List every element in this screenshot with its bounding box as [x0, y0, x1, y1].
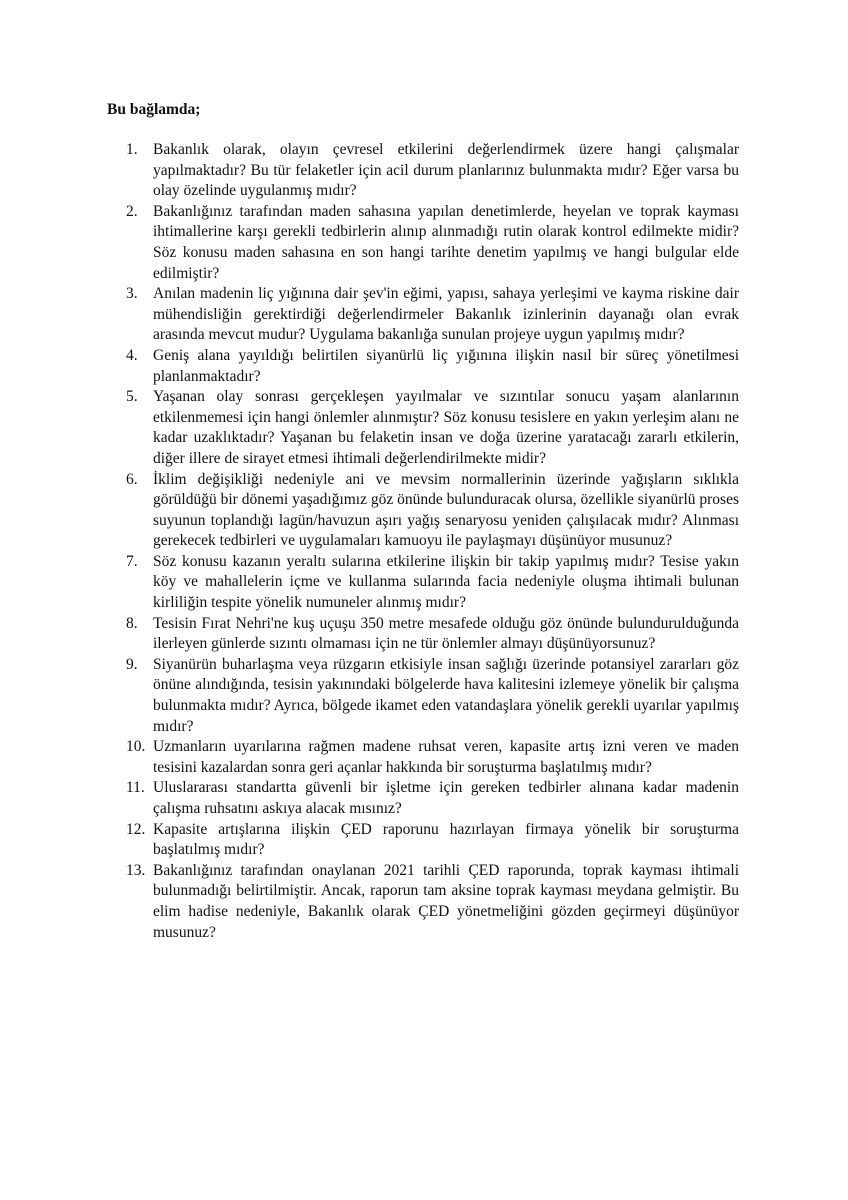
question-text: Bakanlığınız tarafından maden sahasına yapılan denetimlerde, heyelan ve toprak kayması ihtimallerine karşı gerekli tedbirlerin alınıp alınmadığı rutin olarak kontrol edilmekte midir? Söz konusu maden sahasına en son hangi tarihte denetim yapılmış ve hangi bulgular elde edilmiştir? — [153, 202, 739, 282]
question-number: 4. — [126, 346, 138, 364]
question-text: Bakanlık olarak, olayın çevresel etkilerini değerlendirmek üzere hangi çalışmalar yapılmaktadır? Bu tür felaketler için acil durum planlarınız bulunmakta mıdır? Eğer varsa bu olay özelinde uygulanmış mıdır? — [153, 141, 739, 200]
question-text: Yaşanan olay sonrası gerçekleşen yayılmalar ve sızıntılar sonucu yaşam alanlarının etkilenmemesi için hangi önlemler alınmıştır? Söz konusu tesislere en yakın yerleşim alanı ne kadar uzaklıktadır? Yaşanan bu felaketin insan ve doğa üzerine yaratacağı zararlı etkilerin, diğer illere de sirayet etmesi ihtimali değerlendirilmekte midir? — [153, 388, 739, 467]
question-text: Bakanlığınız tarafından onaylanan 2021 tarihli ÇED raporunda, toprak kayması ihtimali bulunmadığı belirtilmiştir. Ancak, raporun tam aksine toprak kayması meydana gelmiştir. Bu elim hadise nedeniyle, Bakanlık olarak ÇED yönetmeliğini gözden geçirmeyi düşünüyor musunuz? — [153, 861, 739, 941]
question-item — [0, 655, 739, 737]
question-number: 6. — [126, 470, 138, 488]
question-text: Kapasite artışlarına ilişkin ÇED raporunu hazırlayan firmaya yönelik bir soruşturma başlatılmış mıdır? — [153, 820, 739, 859]
question-number: 2. — [126, 202, 138, 220]
question-text: Tesisin Fırat Nehri'ne kuş uçuşu 350 metre mesafede olduğu göz önünde bulundurulduğunda ilerleyen günlerde sızıntı olmaması için ne tür önlemler almayı düşünüyorsunuz? — [153, 614, 739, 653]
question-item — [0, 387, 739, 469]
question-item — [0, 614, 739, 655]
question-item — [0, 861, 739, 943]
question-item — [0, 284, 739, 346]
question-item — [0, 202, 739, 284]
question-text: Uluslararası standartta güvenli bir işletme için gereken tedbirler alınana kadar madenin çalışma ruhsatını askıya alacak mısınız? — [153, 779, 739, 817]
question-item — [0, 737, 739, 778]
question-item — [0, 778, 739, 819]
question-text: İklim değişikliği nedeniyle ani ve mevsim normallerinin üzerinde yağışların sıklıkla görüldüğü bir dönemi yaşadığımız göz önünde bulunduracak olursa, özellikle siyanürlü proses suyunun toplandığı lagün/havuzun aşırı yağış senaryosu yeniden çalışılacak mıdır? Alınması gerekecek tedbirleri ve uygulamaları kamuoyu ile paylaşmayı düşünüyor musunuz? — [153, 470, 739, 550]
question-text: Siyanürün buharlaşma veya rüzgarın etkisiyle insan sağlığı üzerinde potansiyel zararları göz önüne alındığında, tesisin yakınındaki bölgelerde hava kalitesini izlemeye yönelik bir çalışma bulunmakta mıdır? Ayrıca, bölgede ikamet eden vatandaşlara yönelik gerekli uyarılar yapılmış mıdır? — [153, 655, 739, 735]
question-number: 8. — [126, 614, 138, 632]
question-number: 5. — [126, 388, 138, 406]
question-text: Anılan madenin liç yığınına dair şev'in eğimi, yapısı, sahaya yerleşimi ve kayma riskine dair mühendisliğin gerektirdiği değerlendirmeler Bakanlık izinlerinin dayanağı olan evrak arasında mevcut mudur? Uygulama bakanlığa sunulan projeye uygun yapılmış mıdır? — [153, 285, 739, 344]
question-number: 10. — [126, 738, 146, 756]
question-number: 12. — [126, 820, 146, 838]
question-item — [0, 552, 739, 614]
question-item — [0, 470, 739, 552]
question-number: 9. — [126, 655, 138, 673]
question-list — [0, 140, 848, 943]
question-number: 1. — [126, 141, 138, 158]
question-item — [0, 140, 739, 202]
question-number: 11. — [126, 779, 145, 797]
question-item — [0, 820, 739, 861]
section-heading: Bu bağlamda; — [107, 101, 201, 118]
question-number: 7. — [126, 552, 138, 570]
question-number: 3. — [126, 285, 138, 303]
question-item — [0, 346, 739, 387]
question-text: Uzmanların uyarılarına rağmen madene ruhsat veren, kapasite artış izni veren ve maden tesisini kazalardan sonra geri açanlar hakkında bir soruşturma başlatılmış mıdır? — [153, 738, 739, 776]
question-text: Söz konusu kazanın yeraltı sularına etkilerine ilişkin bir takip yapılmış mıdır? Tesise yakın köy ve mahallelerin içme ve kullanma sularında facia nedeniyle oluşma ihtimali bulunan kirliliğin tespite yönelik numuneler alınmış mıdır? — [153, 552, 739, 612]
question-number: 13. — [126, 861, 146, 879]
question-text: Geniş alana yayıldığı belirtilen siyanürlü liç yığınına ilişkin nasıl bir süreç yönetilmesi planlanmaktadır? — [153, 346, 739, 385]
